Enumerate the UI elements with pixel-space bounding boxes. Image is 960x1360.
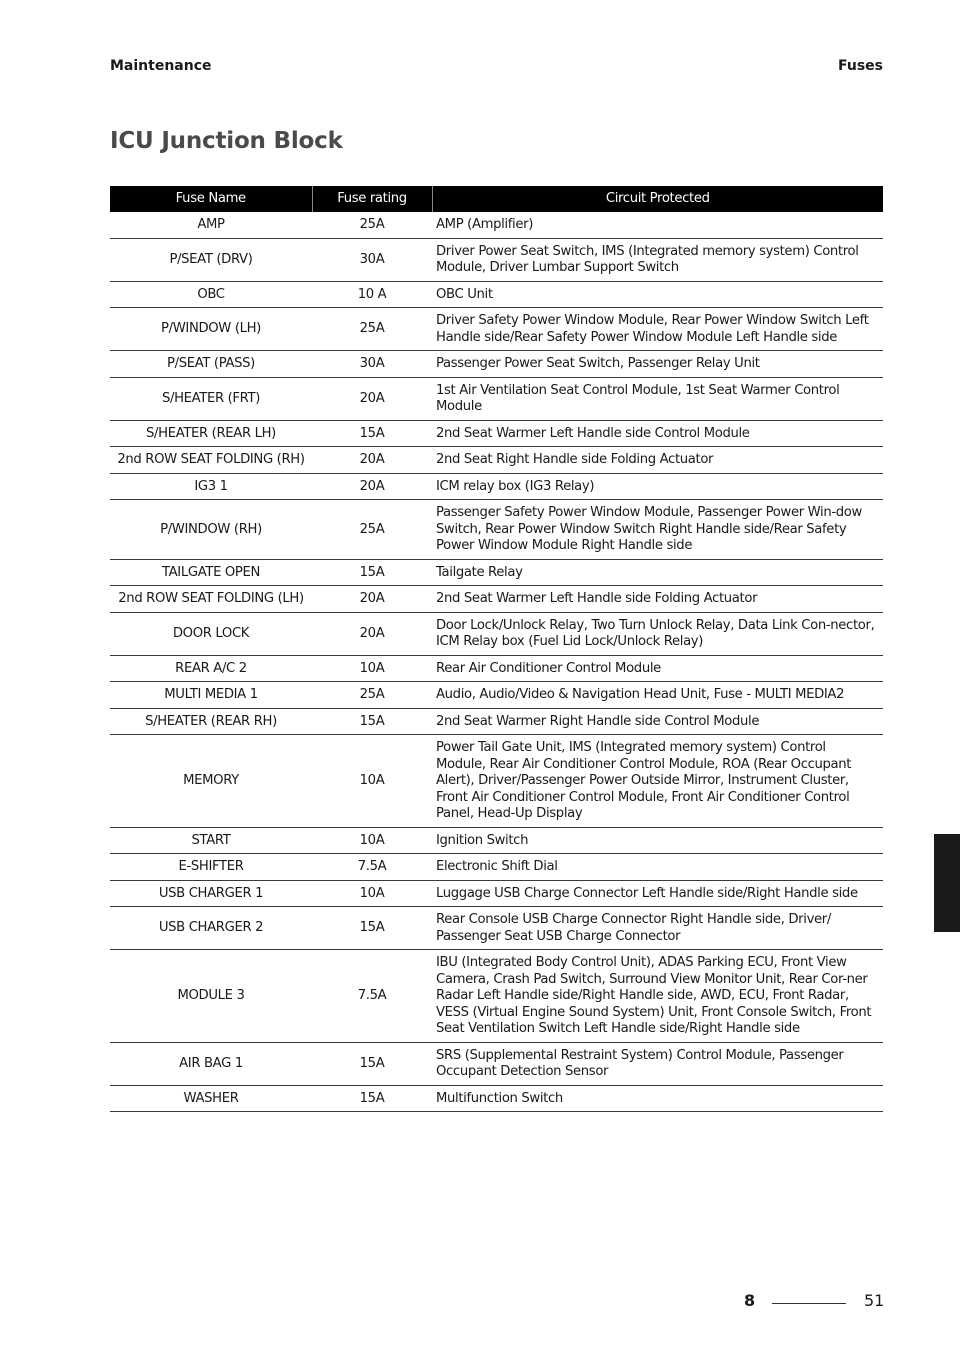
fuse-rating-cell: 20A [312, 473, 432, 500]
fuse-rating-cell: 15A [312, 1085, 432, 1112]
fuse-rating-cell: 30A [312, 238, 432, 281]
table-row [110, 655, 883, 682]
circuit-protected-cell: Multifunction Switch [432, 1085, 883, 1112]
fuse-rating-cell: 7.5A [312, 950, 432, 1043]
footer-chapter: 8 [744, 1291, 756, 1310]
fuse-rating-cell: 10A [312, 735, 432, 828]
table-row [110, 682, 883, 709]
fuse-name-cell: MULTI MEDIA 1 [110, 682, 312, 709]
table-row [110, 708, 883, 735]
circuit-protected-cell: OBC Unit [432, 281, 883, 308]
fuse-name-cell: USB CHARGER 1 [110, 880, 312, 907]
table-row [110, 586, 883, 613]
fuse-rating-cell: 20A [312, 447, 432, 474]
column-header-circuit-protected: Circuit Protected [432, 186, 883, 212]
fuse-rating-cell: 15A [312, 559, 432, 586]
table-row [110, 238, 883, 281]
fuse-rating-cell: 15A [312, 907, 432, 950]
table-row [110, 827, 883, 854]
fuse-rating-cell: 10A [312, 655, 432, 682]
table-row [110, 735, 883, 828]
fuse-table [110, 186, 883, 1112]
table-row [110, 281, 883, 308]
table-row [110, 907, 883, 950]
fuse-name-cell: AIR BAG 1 [110, 1042, 312, 1085]
fuse-name-cell: P/WINDOW (RH) [110, 500, 312, 560]
circuit-protected-cell: Passenger Safety Power Window Module, Passenger Power Win-dow Switch, Rear Power Window Switch Right Handle side/Rear Safety Power Window Module Right Handle side [432, 500, 883, 560]
table-row [110, 351, 883, 378]
fuse-name-cell: USB CHARGER 2 [110, 907, 312, 950]
table-header [110, 186, 883, 212]
circuit-protected-cell: 1st Air Ventilation Seat Control Module, 1st Seat Warmer Control Module [432, 377, 883, 420]
circuit-protected-cell: ICM relay box (IG3 Relay) [432, 473, 883, 500]
fuse-name-cell: 2nd ROW SEAT FOLDING (LH) [110, 586, 312, 613]
table-row [110, 212, 883, 238]
fuse-name-cell: P/WINDOW (LH) [110, 308, 312, 351]
circuit-protected-cell: Passenger Power Seat Switch, Passenger Relay Unit [432, 351, 883, 378]
circuit-protected-cell: 2nd Seat Right Handle side Folding Actuator [432, 447, 883, 474]
circuit-protected-cell: Rear Console USB Charge Connector Right Handle side, Driver/ Passenger Seat USB Charge Connector [432, 907, 883, 950]
fuse-rating-cell: 7.5A [312, 854, 432, 881]
table-row [110, 880, 883, 907]
table-row [110, 308, 883, 351]
fuse-name-cell: P/SEAT (PASS) [110, 351, 312, 378]
column-header-fuse-rating: Fuse rating [312, 186, 432, 212]
column-header-fuse-name: Fuse Name [110, 186, 312, 212]
fuse-rating-cell: 30A [312, 351, 432, 378]
fuse-name-cell: WASHER [110, 1085, 312, 1112]
circuit-protected-cell: Driver Safety Power Window Module, Rear Power Window Switch Left Handle side/Rear Safety Power Window Module Left Handle side [432, 308, 883, 351]
circuit-protected-cell: SRS (Supplemental Restraint System) Control Module, Passenger Occupant Detection Sensor [432, 1042, 883, 1085]
circuit-protected-cell: Rear Air Conditioner Control Module [432, 655, 883, 682]
fuse-name-cell: OBC [110, 281, 312, 308]
table-row [110, 1042, 883, 1085]
circuit-protected-cell: Driver Power Seat Switch, IMS (Integrated memory system) Control Module, Driver Lumbar Support Switch [432, 238, 883, 281]
circuit-protected-cell: IBU (Integrated Body Control Unit), ADAS Parking ECU, Front View Camera, Crash Pad Switch, Surround View Monitor Unit, Rear Cor-ner Radar Left Handle side/Right Handle side, AWD, ECU, Front Radar, VESS (Virtual Engine Sound System) Unit, Front Console Switch, Front Seat Ventilation Switch Left Handle side/Right Handle side [432, 950, 883, 1043]
circuit-protected-cell: 2nd Seat Warmer Right Handle side Control Module [432, 708, 883, 735]
fuse-rating-cell: 25A [312, 308, 432, 351]
circuit-protected-cell: 2nd Seat Warmer Left Handle side Control Module [432, 420, 883, 447]
fuse-name-cell: S/HEATER (FRT) [110, 377, 312, 420]
circuit-protected-cell: Door Lock/Unlock Relay, Two Turn Unlock Relay, Data Link Con-nector, ICM Relay box (Fuel Lid Lock/Unlock Relay) [432, 612, 883, 655]
circuit-protected-cell: Luggage USB Charge Connector Left Handle side/Right Handle side [432, 880, 883, 907]
table-row [110, 1085, 883, 1112]
fuse-name-cell: REAR A/C 2 [110, 655, 312, 682]
page-number: 51 [864, 1291, 885, 1310]
running-header-topic: Fuses [838, 58, 883, 74]
circuit-protected-cell: 2nd Seat Warmer Left Handle side Folding Actuator [432, 586, 883, 613]
fuse-name-cell: S/HEATER (REAR LH) [110, 420, 312, 447]
fuse-name-cell: P/SEAT (DRV) [110, 238, 312, 281]
fuse-rating-cell: 20A [312, 586, 432, 613]
fuse-rating-cell: 10 A [312, 281, 432, 308]
fuse-rating-cell: 20A [312, 612, 432, 655]
fuse-name-cell: TAILGATE OPEN [110, 559, 312, 586]
table-row [110, 559, 883, 586]
table-body [110, 212, 883, 1112]
fuse-name-cell: MODULE 3 [110, 950, 312, 1043]
running-header-section: Maintenance [110, 58, 212, 74]
fuse-name-cell: AMP [110, 212, 312, 238]
page-title: ICU Junction Block [110, 128, 343, 154]
fuse-name-cell: E-SHIFTER [110, 854, 312, 881]
table-row [110, 612, 883, 655]
circuit-protected-cell: Power Tail Gate Unit, IMS (Integrated memory system) Control Module, Rear Air Conditioner Control Module, ROA (Rear Occupant Alert), Driver/Passenger Power Outside Mirror, Instrument Cluster, Front Air Conditioner Control Module, Front Air Conditioner Control Panel, Head-Up Display [432, 735, 883, 828]
circuit-protected-cell: Ignition Switch [432, 827, 883, 854]
footer-rule [772, 1303, 846, 1304]
fuse-name-cell: MEMORY [110, 735, 312, 828]
chapter-tab-number: 8 [938, 908, 954, 933]
fuse-name-cell: 2nd ROW SEAT FOLDING (RH) [110, 447, 312, 474]
fuse-rating-cell: 15A [312, 708, 432, 735]
fuse-rating-cell: 25A [312, 682, 432, 709]
fuse-name-cell: DOOR LOCK [110, 612, 312, 655]
circuit-protected-cell: Electronic Shift Dial [432, 854, 883, 881]
fuse-name-cell: IG3 1 [110, 473, 312, 500]
circuit-protected-cell: AMP (Amplifier) [432, 212, 883, 238]
fuse-name-cell: S/HEATER (REAR RH) [110, 708, 312, 735]
fuse-rating-cell: 25A [312, 500, 432, 560]
table-row [110, 854, 883, 881]
table-row [110, 473, 883, 500]
circuit-protected-cell: Audio, Audio/Video & Navigation Head Unit, Fuse - MULTI MEDIA2 [432, 682, 883, 709]
fuse-rating-cell: 10A [312, 880, 432, 907]
fuse-rating-cell: 15A [312, 420, 432, 447]
fuse-rating-cell: 20A [312, 377, 432, 420]
fuse-rating-cell: 15A [312, 1042, 432, 1085]
table-row [110, 500, 883, 560]
fuse-name-cell: START [110, 827, 312, 854]
table-row [110, 377, 883, 420]
table-row [110, 420, 883, 447]
fuse-rating-cell: 10A [312, 827, 432, 854]
table-row [110, 447, 883, 474]
table-row [110, 950, 883, 1043]
circuit-protected-cell: Tailgate Relay [432, 559, 883, 586]
fuse-rating-cell: 25A [312, 212, 432, 238]
